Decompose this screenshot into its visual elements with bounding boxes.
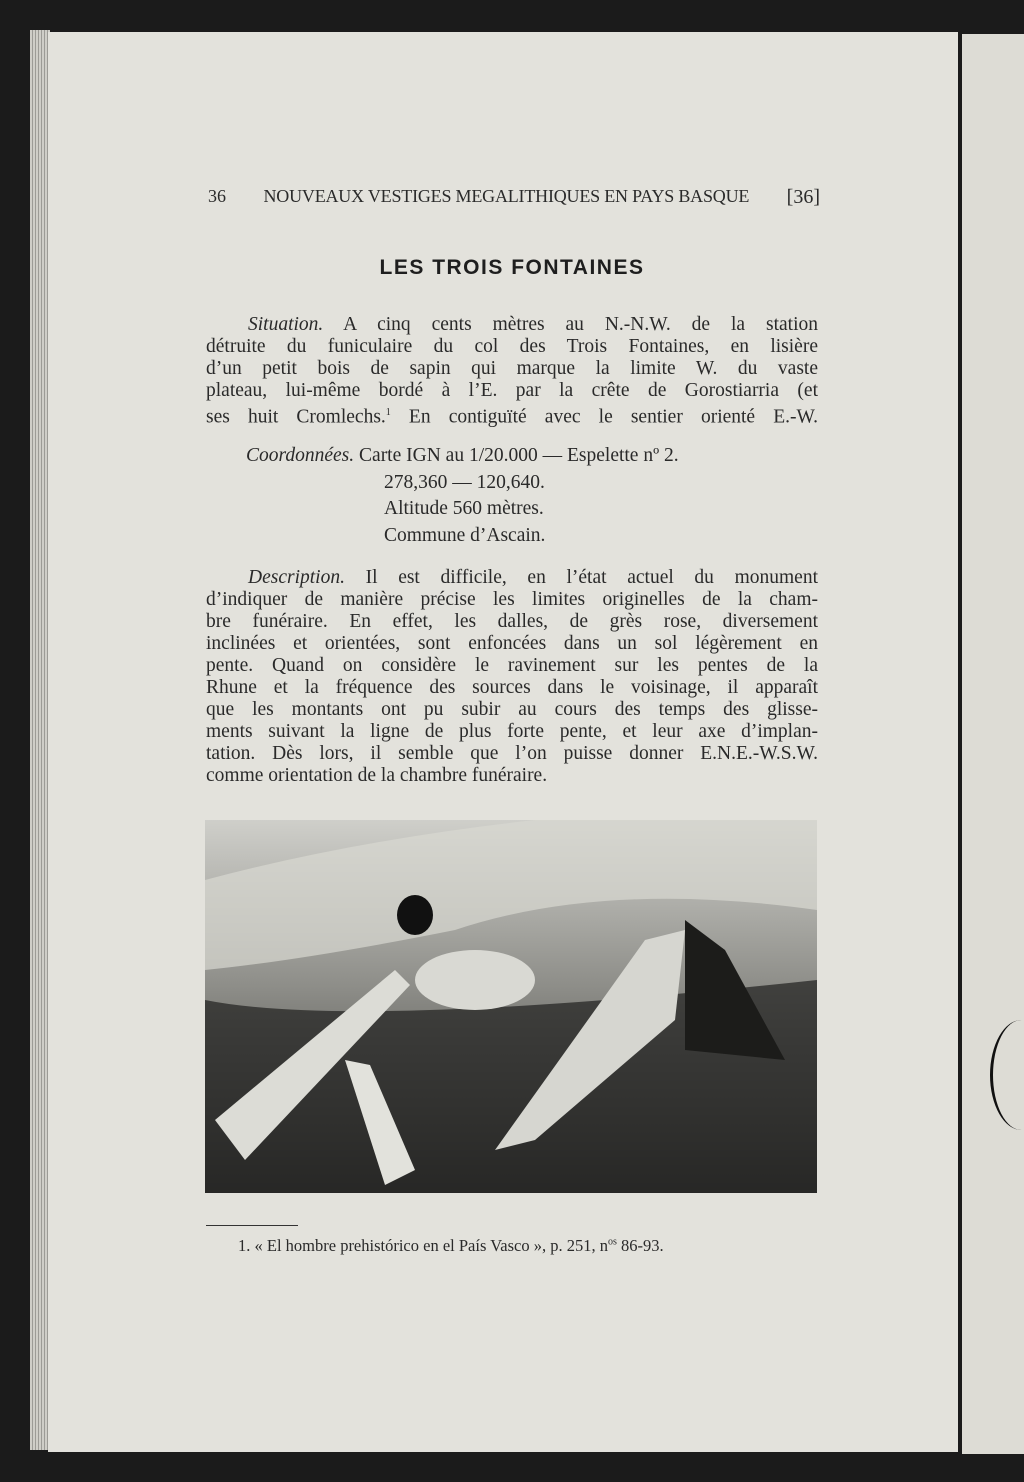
text-line: comme orientation de la chambre funéraire. (206, 765, 548, 786)
description-paragraph (206, 567, 818, 787)
running-head (208, 186, 820, 209)
text-line: plateau, lui-même bordé à l’E. par la crête de Gorostiarria (et (206, 380, 818, 401)
text-line: Il est difficile, en l’état actuel du monument (344, 567, 818, 588)
next-page-edge (962, 34, 1024, 1454)
dog (415, 950, 535, 1010)
footnote (238, 1236, 664, 1256)
section-heading: LES TROIS FONTAINES (379, 256, 645, 279)
text-line: A cinq cents mètres au N.-N.W. de la station (323, 314, 818, 335)
page-number-right: [36] (786, 186, 820, 208)
text-line: Rhune et la fréquence des sources dans le voisinage, il apparaît (206, 677, 818, 698)
text-line: d’un petit bois de sapin qui marque la limite W. du vaste (206, 358, 818, 379)
description-label: Description. (248, 567, 345, 588)
text-line: détruite du funiculaire du col des Trois Fontaines, en lisière (206, 336, 818, 357)
footnote-rule (206, 1225, 298, 1226)
page-edges (30, 30, 50, 1450)
dolmen-photograph (205, 820, 817, 1193)
text-line: tation. Dès lors, il semble que l’on puisse donner E.N.E.-W.S.W. (206, 743, 818, 764)
footnote-ref[interactable]: 1 (385, 407, 391, 418)
text-line: pente. Quand on considère le ravinement sur les pentes de la (206, 655, 818, 676)
coordinates-label: Coordonnées. (246, 445, 355, 466)
text-line: que les montants ont pu subir au cours des temps des glisse- (206, 699, 818, 720)
situation-label: Situation. (248, 314, 324, 335)
text-line: Carte IGN au 1/20.000 — Espelette nº 2. (354, 445, 679, 466)
text-line: En contiguïté avec le sentier orienté E.-W. (390, 406, 818, 428)
text-line: Commune d’Ascain. (384, 524, 546, 546)
footnote-text: 1. « El hombre prehistórico en el País Vasco », p. 251, n (238, 1236, 608, 1255)
text-line: d’indiquer de manière précise les limites originelles de la cham- (206, 589, 818, 610)
text-line: ments suivant la ligne de plus forte pente, et leur axe d’implan- (206, 721, 818, 742)
text-line: Altitude 560 mètres. (384, 498, 544, 519)
page-number-left: 36 (208, 186, 226, 206)
text-line: bre funéraire. En effet, les dalles, de grès rose, diversement (206, 611, 818, 632)
text-line: ses huit Cromlechs. (206, 406, 386, 428)
text-line: 278,360 — 120,640. (384, 471, 545, 493)
footnote-sup: os (607, 1236, 617, 1248)
coordinates-block (246, 443, 679, 549)
text-line: inclinées et orientées, sont enfoncées dans un sol légèrement en (206, 633, 818, 654)
footnote-tail: 86-93. (616, 1236, 664, 1255)
situation-paragraph (206, 314, 818, 429)
running-title: NOUVEAUX VESTIGES MEGALITHIQUES EN PAYS BASQUE (263, 186, 750, 206)
